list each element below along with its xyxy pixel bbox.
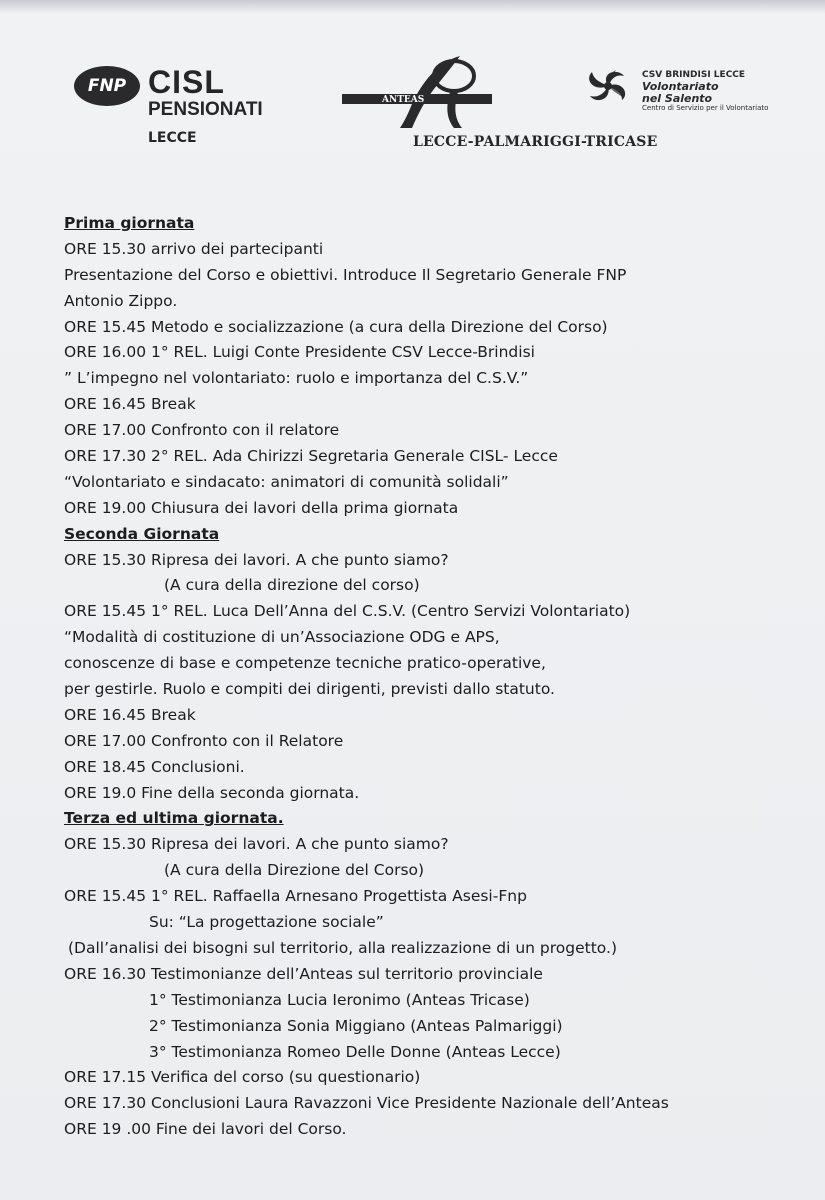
- program-line: ORE 15.45 1° REL. Luca Dell’Anna del C.S.V. (Centro Servizi Volontariato): [64, 602, 631, 621]
- csv-salento-label: nel Salento: [642, 92, 713, 105]
- program-line: ORE 17.30 2° REL. Ada Chirizzi Segretaria Generale CISL- Lecce: [64, 447, 558, 466]
- program-line: ” L’impegno nel volontariato: ruolo e importanza del C.S.V.”: [64, 369, 529, 388]
- program-line: Presentazione del Corso e obiettivi. Introduce Il Segretario Generale FNP: [64, 265, 627, 284]
- lecce-label: LECCE: [148, 130, 197, 146]
- fnp-cisl-logo: [74, 66, 264, 156]
- anteas-wordmark: ANTEAS: [382, 95, 425, 105]
- program-line: ORE 15.45 1° REL. Raffaella Arnesano Progettista Asesi-Fnp: [64, 887, 527, 906]
- program-line: ORE 15.30 arrivo dei partecipanti: [64, 239, 324, 258]
- program-line: ORE 17.15 Verifica del corso (su questionario): [64, 1068, 421, 1087]
- program-line: ORE 16.30 Testimonianze dell’Anteas sul territorio provinciale: [64, 964, 543, 983]
- anteas-logo: [342, 52, 502, 132]
- csv-subtitle-label: Centro di Servizio per il Volontariato: [642, 104, 769, 112]
- program-line: conoscenze di base e competenze tecniche pratico-operative,: [64, 654, 546, 673]
- day1-heading: Prima giornata: [64, 214, 195, 232]
- program-line: “Volontariato e sindacato: animatori di comunità solidali”: [64, 472, 509, 491]
- program-line: ORE 18.45 Conclusioni.: [64, 757, 245, 776]
- pensionati-label: PENSIONATI: [148, 99, 263, 120]
- csv-volontariato-label: Volontariato: [642, 80, 719, 93]
- program-line: ORE 17.00 Confronto con il Relatore: [64, 731, 344, 750]
- program-line: per gestirle. Ruolo e compiti dei dirigenti, previsti dallo statuto.: [64, 680, 555, 699]
- program-line: ORE 16.45 Break: [64, 395, 196, 414]
- page-edge-shadow: [0, 0, 825, 14]
- program-line: 3° Testimonianza Romeo Delle Donne (Anteas Lecce): [149, 1042, 561, 1061]
- program-line: “Modalità di costituzione di un’Associazione ODG e APS,: [64, 628, 500, 647]
- program-line: ORE 17.30 Conclusioni Laura Ravazzoni Vice Presidente Nazionale dell’Anteas: [64, 1094, 669, 1113]
- csv-swirl-icon: [578, 66, 638, 106]
- anteas-city-label: LECCE-PALMARIGGI-TRICASE: [413, 134, 658, 150]
- program-line: ORE 15.45 Metodo e socializzazione (a cura della Direzione del Corso): [64, 317, 608, 336]
- program-line: (A cura della direzione del corso): [164, 576, 420, 595]
- fnp-badge-icon: FNP: [74, 66, 140, 106]
- program-line: ORE 19.0 Fine della seconda giornata.: [64, 783, 360, 802]
- program-line: ORE 19 .00 Fine dei lavori del Corso.: [64, 1120, 347, 1139]
- day2-heading: Seconda Giornata: [64, 524, 220, 543]
- program-line: 1° Testimonianza Lucia Ieronimo (Anteas Tricase): [149, 990, 530, 1009]
- program-line: ORE 16.45 Break: [64, 705, 196, 724]
- program-line: Su: “La progettazione sociale”: [149, 913, 384, 932]
- anteas-a-icon: [342, 52, 502, 132]
- program-line: Antonio Zippo.: [64, 291, 178, 310]
- csv-logo: [578, 66, 778, 116]
- program-line: ORE 16.00 1° REL. Luigi Conte Presidente CSV Lecce-Brindisi: [64, 343, 535, 362]
- cisl-wordmark: CISL: [148, 64, 225, 100]
- program-line: (A cura della Direzione del Corso): [164, 861, 425, 880]
- program-line: ORE 17.00 Confronto con il relatore: [64, 421, 340, 440]
- program-line: ORE 15.30 Ripresa dei lavori. A che punto siamo?: [64, 835, 449, 854]
- csv-brindisi-lecce-label: CSV BRINDISI LECCE: [642, 70, 746, 80]
- program-line: ORE 19.00 Chiusura dei lavori della prima giornata: [64, 498, 459, 517]
- day3-heading: Terza ed ultima giornata.: [64, 809, 284, 828]
- program-line: 2° Testimonianza Sonia Miggiano (Anteas Palmariggi): [149, 1016, 563, 1035]
- program-line: (Dall’analisi dei bisogni sul territorio, alla realizzazione di un progetto.): [68, 938, 617, 957]
- program-line: ORE 15.30 Ripresa dei lavori. A che punto siamo?: [64, 550, 449, 569]
- course-program: [64, 211, 804, 1143]
